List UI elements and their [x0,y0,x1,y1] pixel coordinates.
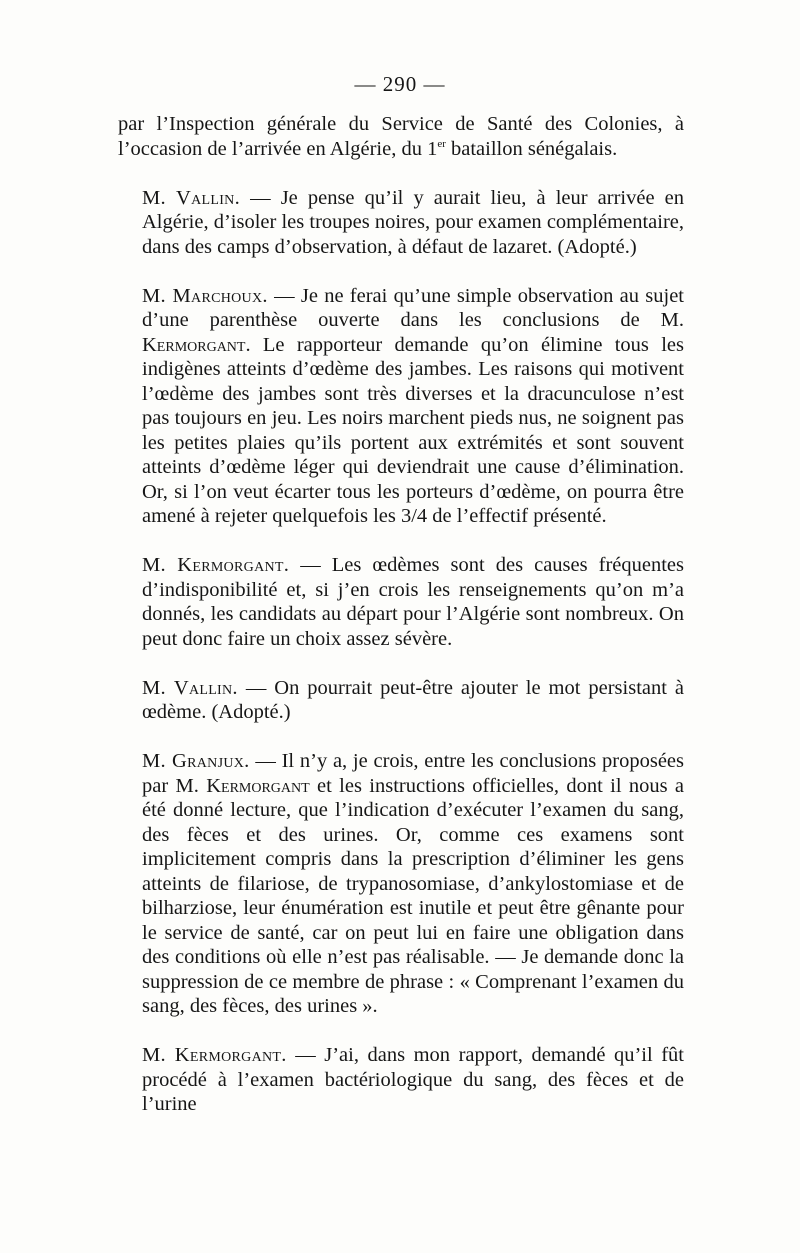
paragraph-text: par l’Inspection générale du Service de Santé des Colonies, à l’occasion de l’arrivée en Algérie, du 1 [118,113,684,160]
speaker-name: M. Kermorgant. [142,1044,287,1066]
paragraph-text-after: et les instructions officielles, dont il nous a été donné lecture, que l’indication d’exécuter l’examen du sang, des fèces et des urines. Or, comme ces examens sont implicitement compris dans la prescription d’éliminer les gens atteints de filariose, de trypanosomiase, d’ankylostomiase et de bilharziose, leur énumération est inutile et peut être gênante pour le service de santé, car on peut lui en faire une obligation dans des conditions où elle n’est pas réalisable. — Je demande donc la suppression de ce membre de phrase : « Comprenant l’examen du sang, des fèces, des urines ». [142,774,685,1017]
name-reference: Kermorgant [206,774,310,797]
speaker-name: M. Kermorgant. [142,554,290,576]
paragraph-text: — Il n’y a, je crois, entre les conclusions proposées par M. [142,750,685,797]
paragraph-continuation [118,112,684,161]
paragraph-text: — Les œdèmes sont des causes fréquentes d’indisponibilité et, si j’en crois les renseignements qu’on m’a donnés, les candidats au départ pour l’Algérie sont nombreux. On peut donc faire un choix assez sévère. [142,554,685,650]
paragraph-vallin-2 [118,676,684,725]
speaker-name: M. Vallin. [142,676,238,699]
body-text [118,112,684,1141]
paragraph-text-after: bataillon sénégalais. [445,137,618,160]
speaker-name: M. Marchoux. [142,284,268,307]
paragraph-text: — J’ai, dans mon rapport, demandé qu’il fût procédé à l’examen bactériologique du sang, des fèces et de l’urine [142,1044,684,1115]
speaker-name: M. Granjux. [142,750,250,772]
paragraph-granjux [118,749,684,1019]
paragraph-kermorgant-2 [118,1043,684,1117]
paragraph-text: — Je ne ferai qu’une simple observation au sujet d’une parenthèse ouverte dans les conclusions de M. [142,284,684,331]
page-number: — 290 — [354,72,446,96]
name-reference: Kermorgant [142,333,246,356]
paragraph-text: — Je pense qu’il y aurait lieu, à leur arrivée en Algérie, d’isoler les troupes noires, pour examen complémentaire, dans des camps d’observation, à défaut de lazaret. (Adopté.) [142,186,684,258]
ordinal-superscript: er [437,137,446,150]
speaker-name: M. Vallin. [142,186,240,209]
paragraph-text-after: . Le rapporteur demande qu’on élimine tous les indigènes atteints d’œdème des jambes. Les raisons qui motivent l’œdème des jambes sont très diverses et la dracunculose n’est pas toujours en jeu. Les noirs marchent pieds nus, ne soignent pas les petites plaies qu’ils portent aux extrémités et sont souvent atteints d’œdème léger qui deviendrait une cause d’élimination. Or, si l’on veut écarter tous les porteurs d’œdème, on pourra être amené à rejeter quelquefois les 3/4 de l’effectif présenté. [142,333,684,527]
paragraph-marchoux [118,284,684,529]
paragraph-text: — On pourrait peut-être ajouter le mot persistant à œdème. (Adopté.) [142,676,684,723]
paragraph-kermorgant-1 [118,553,684,651]
paragraph-vallin-1 [118,186,684,260]
